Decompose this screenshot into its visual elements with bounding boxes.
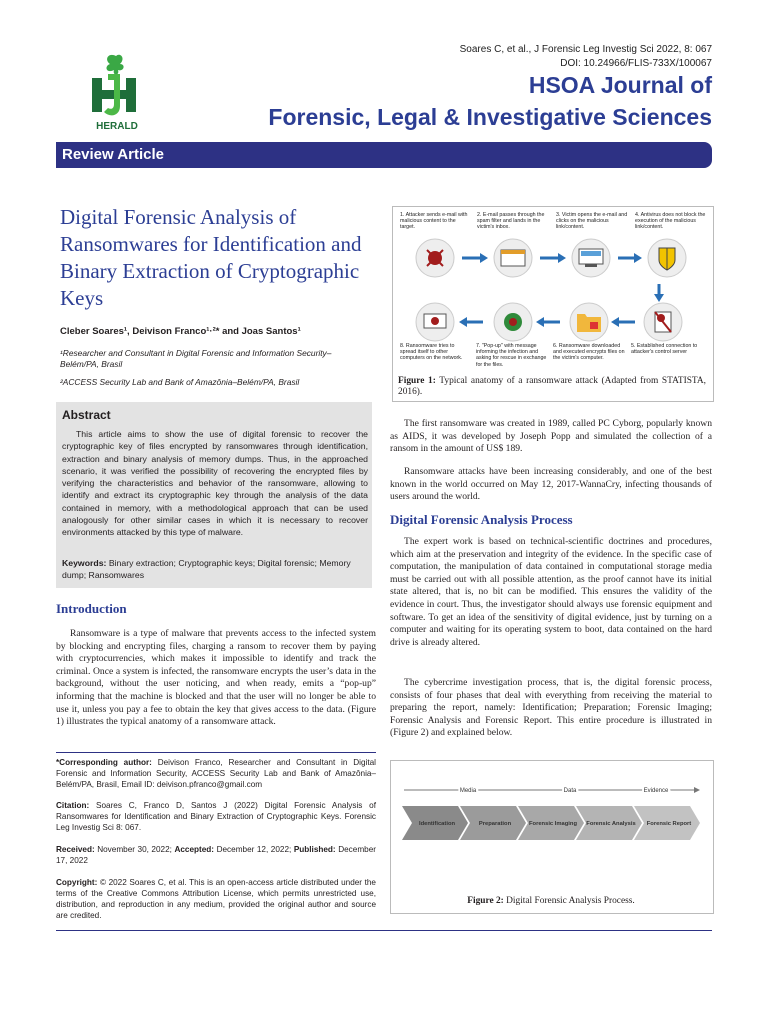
figure-1-caption [398, 376, 706, 398]
corresponding-text: Deivison Franco, Researcher and Consultant in Digital Forensic and Information Security, ACCESS Security Lab and Bank of Amazônia–Belém/PA, Brasil, Email ID: deivison.pfranco@gmail.com [56, 758, 376, 789]
phase-forensic-analysis: Forensic Analysis [586, 821, 636, 827]
step-5-icon [644, 303, 682, 341]
step-8-caption: 8. Ransomware tries to spread itself to other computers on the network. [400, 343, 463, 362]
step-7-caption: 7. "Pop-up" with message informing the infection and asking for rescue in exchange for the files. [476, 343, 547, 368]
arrow-left-icon [459, 317, 467, 327]
figure-1-text: Typical anatomy of a ransomware attack (Adapted from STATISTA, 2016). [398, 376, 706, 397]
step-5-caption: 5. Established connection to attacker's control server [631, 343, 698, 356]
step-2-icon [494, 239, 532, 277]
arrow-right-icon [558, 253, 566, 263]
step-2-caption: 2. E-mail passes through the spam filter and lands in the victim's inbox. [477, 212, 545, 231]
arrow-left-icon [536, 317, 544, 327]
label-evidence: Evidence [643, 788, 669, 794]
affiliation-2: ²ACCESS Security Lab and Bank of Amazônia–Belém/PA, Brasil [60, 377, 300, 387]
corresponding-label: *Corresponding author: [56, 758, 152, 767]
figure-2-label: Figure 2: [467, 896, 504, 906]
article-title: Digital Forensic Analysis of Ransomwares for Identification and Binary Extraction of Cryptographic Keys [60, 205, 362, 310]
affiliation-1: ¹Researcher and Consultant in Digital Forensic and Information Security– Belém/PA, Brasil [60, 348, 332, 369]
bottom-rule [56, 930, 712, 931]
introduction-heading: Introduction [56, 601, 127, 616]
logo-text: HERALD [96, 121, 138, 132]
copyright-note [56, 877, 376, 921]
paragraph-pc-cyborg: The first ransomware was created in 1989, called PC Cyborg, popularly known as AIDS, it was developed by Joseph Popp and simulated the collection of a ransom in the amount of US$ 189. [390, 418, 712, 455]
paragraph-wannacry: Ransomware attacks have been increasing considerably, and one of the best known in the world occurred on May 12, 2017-WannaCry, infecting thousands of users around the world. [390, 466, 712, 503]
step-3-caption: 3. Victim opens the e-mail and clicks on the malicious link/content. [556, 212, 628, 231]
published-date: December 17, 2022 [56, 845, 376, 865]
citation-label: Citation: [56, 801, 90, 810]
keywords [62, 557, 368, 582]
accepted-label: Accepted: [174, 845, 215, 854]
citation-note [56, 800, 376, 833]
paragraph-cybercrime-process: The cybercrime investigation process, that is, the digital forensic process, consists of four phases that deal with everything from receiving the material to preparing the report, namely: Identification; Preparation; Forensic Imaging; Forensic Analysis and Forensic Report. This entire procedure is illustrated in (Figure 2) and explained below. [390, 677, 712, 739]
journal-title-line2: Forensic, Legal & Investigative Sciences [268, 104, 712, 130]
step-1-caption: 1. Attacker sends e-mail with malicious content to the target. [400, 212, 468, 231]
introduction-body: Ransomware is a type of malware that prevents access to the infected system by blocking and encrypting files, charging a ransom to recover them by paying with cryptocurrencies, which makes it impossible to identify and track the criminal. Once a system is infected, the ransomware encrypts the user’s data in the background, without the user noticing, and when ready, emits a “pop-up” informing that the machine is blocked and that the user will no longer be able to use it, unless you pay a fee to obtain the key that gives access to the data. (Figure 1) illustrates the typical anatomy of a ransomware attack. [56, 628, 376, 728]
phase-preparation: Preparation [478, 821, 512, 827]
step-3-icon [572, 239, 610, 277]
abstract-heading: Abstract [62, 408, 111, 422]
figure-1-diagram [397, 210, 709, 372]
citation-text: Soares C, Franco D, Santos J (2022) Digital Forensic Analysis of Ransomwares for Identification and Binary Extraction of Cryptographic Keys. Forensic Leg Investig Sci 8: 067. [56, 801, 376, 832]
phase-identification: Identification [418, 821, 456, 827]
step-6-caption: 6. Ransomware downloaded and executed encrypts files on the victim's computer. [553, 343, 625, 362]
phase-forensic-imaging: Forensic Imaging [529, 821, 577, 827]
step-7-icon [494, 303, 532, 341]
keywords-text: Binary extraction; Cryptographic keys; Digital forensic; Memory dump; Ransomwares [62, 558, 351, 581]
received-label: Received: [56, 845, 95, 854]
herald-logo [86, 52, 150, 134]
article-type: Review Article [62, 146, 164, 163]
forensic-process-heading: Digital Forensic Analysis Process [390, 512, 573, 527]
copyright-label: Copyright: [56, 878, 98, 887]
abstract-body: This article aims to show the use of digital forensic to recover the cryptographic key of files encrypted by ransomwares through identification, extraction and binary analysis of memory dumps. Thus, in the approached scenario, it was verified the possibility of recovering the encrypted files by verifying the characteristics and behavior of the ransomware, allowing to identify and extract its cryptographic key through the analysis of the data contained in memory, with a methodological approach that can be used analogously for other similar cases in which it is necessary to recover environments attacked by this type of malware. [62, 429, 368, 538]
arrow-right-icon [634, 253, 642, 263]
label-media: Media [459, 788, 477, 794]
figure-1-label: Figure 1: [398, 376, 436, 386]
figure-2-diagram [398, 778, 704, 850]
paragraph-expert-work: The expert work is based on technical-scientific doctrines and procedures, which aim at the preservation and integrity of the evidence. In the specific case of computation, the manipulation of data contained in computational storage media must be carried out with all possible attention, as the proof cannot have its initial state altered, that is, no bit can be modified. This ensures the validity of the evidence in court. Thus, the investigator should always use forensic equipment and software. To get an idea of the sensitivity of digital evidence, just by turning on a computer and waiting for its operating system to boot, data contained on the hard drive is already altered. [390, 536, 712, 648]
dates-note [56, 844, 376, 866]
arrow-right-icon [480, 253, 488, 263]
arrow-down-icon [654, 294, 664, 302]
corresponding-author [56, 757, 376, 790]
step-6-icon [570, 303, 608, 341]
arrow-left-icon [611, 317, 619, 327]
figure-2-text: Digital Forensic Analysis Process. [503, 896, 635, 906]
phase-forensic-report: Forensic Report [646, 821, 692, 827]
label-data: Data [563, 788, 577, 794]
journal-citation: Soares C, et al., J Forensic Leg Investig Sci 2022, 8: 067 [459, 44, 712, 55]
step-4-caption: 4. Antivirus does not block the execution of the malicious link/content. [635, 212, 706, 231]
step-1-icon [416, 239, 454, 277]
step-4-icon [648, 239, 686, 277]
step-8-icon [416, 303, 454, 341]
received-date: November 30, 2022; [94, 845, 175, 854]
accepted-date: December 12, 2022; [214, 845, 294, 854]
footnote-divider [56, 752, 376, 753]
published-label: Published: [293, 845, 336, 854]
figure-2-caption [390, 896, 712, 906]
journal-title-line1: HSOA Journal of [528, 72, 712, 98]
copyright-text: © 2022 Soares C, et al. This is an open-access article distributed under the terms of the Creative Commons Attribution License, which permits unrestricted use, distribution, and reproduction in any medium, provided the original author and source are credited. [56, 878, 376, 920]
authors: Cleber Soares¹, Deivison Franco¹·²* and Joas Santos¹ [60, 326, 301, 337]
keywords-label: Keywords: [62, 558, 107, 568]
doi: DOI: 10.24966/FLIS-733X/100067 [560, 58, 712, 69]
